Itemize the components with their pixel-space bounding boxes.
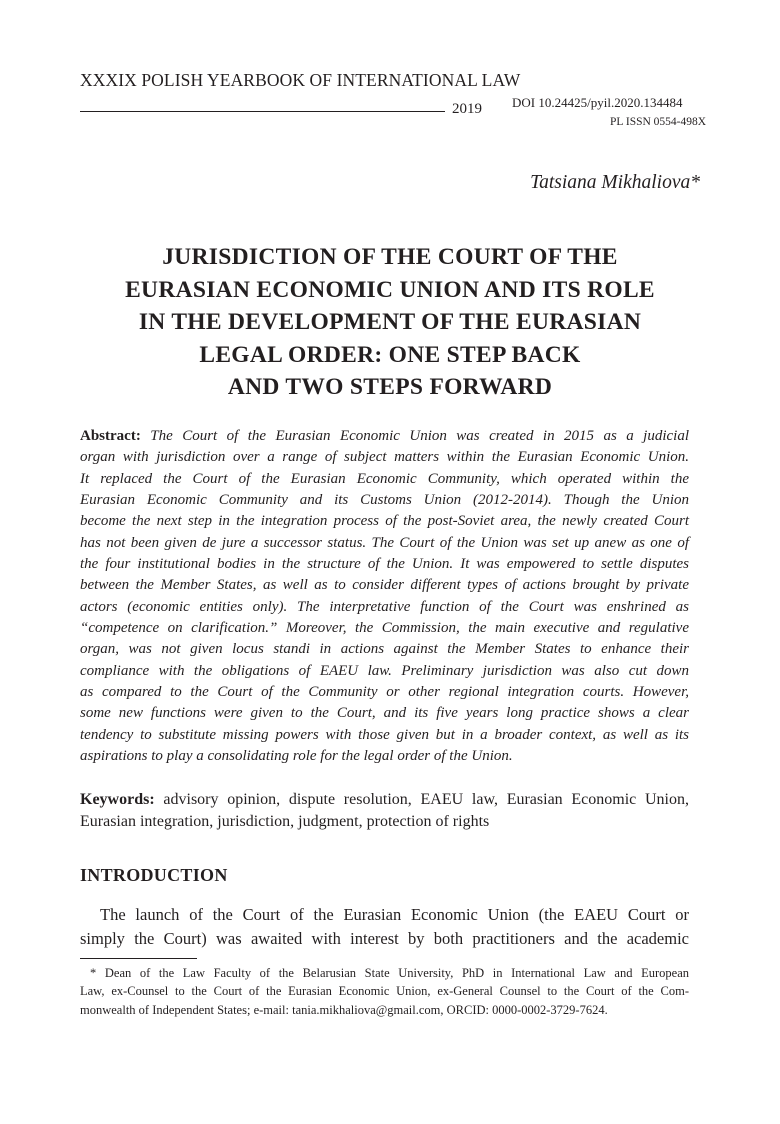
abstract-line: “competence on clarification.” Moreover, the Commission, the main executive and regulative <box>80 620 689 637</box>
abstract-line: as compared to the Court of the Community or other regional integration courts. However, <box>80 684 689 701</box>
abstract-line-text: The Court of the Eurasian Economic Union was created in 2015 as a judicial <box>150 428 689 444</box>
journal-title: XXXIX POLISH YEARBOOK OF INTERNATIONAL LAW <box>80 70 521 90</box>
abstract <box>80 426 689 768</box>
abstract-line: the four institutional bodies in the structure of the Union. It was empowered to settle disputes <box>80 556 689 573</box>
abstract-line: Eurasian Economic Community and its Customs Union (2012-2014). Though the Union <box>80 492 689 509</box>
abstract-line: aspirations to play a consolidating role for the legal order of the Union. <box>80 748 513 765</box>
footnote-line: monwealth of Independent States; e-mail: tania.mikhaliova@gmail.com, ORCID: 0000-0002-3729-7624. <box>80 1002 608 1017</box>
keywords-label: Keywords: <box>80 791 155 808</box>
keywords-text: advisory opinion, dispute resolution, EAEU law, Eurasian Economic Union, <box>163 791 690 808</box>
title-line: JURISDICTION OF THE COURT OF THE <box>162 244 618 270</box>
article-title <box>70 241 710 404</box>
author-name: Tatsiana Mikhaliova* <box>530 172 700 193</box>
abstract-line: has not been given de jure a successor status. The Court of the Union was set up anew as one of <box>80 534 689 551</box>
journal-year: 2019 <box>452 101 482 117</box>
abstract-line: become the next step in the integration process of the post-Soviet area, the newly created Court <box>80 513 689 530</box>
footnote-line: * Dean of the Law Faculty of the Belarusian State University, PhD in International Law and European <box>90 966 689 980</box>
header-rule <box>80 111 445 112</box>
body-line: The launch of the Court of the Eurasian Economic Union (the EAEU Court or <box>100 905 689 924</box>
abstract-line: It replaced the Court of the Eurasian Economic Community, which operated within the <box>80 470 689 487</box>
abstract-line: some new functions were given to the Court, and its five years long practice shows a clear <box>80 705 689 722</box>
issn: PL ISSN 0554-498X <box>610 116 707 128</box>
keywords-line: Eurasian integration, jurisdiction, judgment, protection of rights <box>80 813 490 830</box>
abstract-line: organ, was not given locus standi in actions against the Member States to enhance their <box>80 641 689 658</box>
abstract-line: organ with jurisdiction over a range of subject matters within the Eurasian Economic Union. <box>80 449 689 466</box>
title-line: IN THE DEVELOPMENT OF THE EURASIAN <box>138 309 642 335</box>
title-line: EURASIAN ECONOMIC UNION AND ITS ROLE <box>125 276 655 303</box>
section-heading-introduction: INTRODUCTION <box>80 865 228 885</box>
keywords-line <box>80 789 689 811</box>
abstract-line: between the Member States, as well as to consider different types of actions brought by private <box>80 577 689 594</box>
title-line: AND TWO STEPS FORWARD <box>227 374 553 400</box>
abstract-line: actors (economic entities only). The interpretative function of the Court was enshrined as <box>80 598 689 615</box>
title-line: LEGAL ORDER: ONE STEP BACK <box>199 341 581 368</box>
body-paragraph <box>80 903 689 951</box>
body-line: simply the Court) was awaited with interest by both practitioners and the academic <box>80 929 689 948</box>
abstract-line: compliance with the obligations of EAEU law. Preliminary jurisdiction was also cut down <box>80 662 689 679</box>
abstract-label: Abstract: <box>80 428 141 444</box>
doi[interactable]: DOI 10.24425/pyil.2020.134484 <box>512 95 683 110</box>
keywords <box>80 789 689 833</box>
abstract-line: tendency to substitute missing powers with those given but in a broader context, as well as its <box>80 726 689 743</box>
footnote <box>80 964 689 1019</box>
footnote-rule <box>80 958 197 959</box>
footnote-line: Law, ex-Counsel to the Court of the Eurasian Economic Union, ex-General Counsel to the Court of the Com- <box>80 984 689 999</box>
abstract-line <box>80 426 689 447</box>
